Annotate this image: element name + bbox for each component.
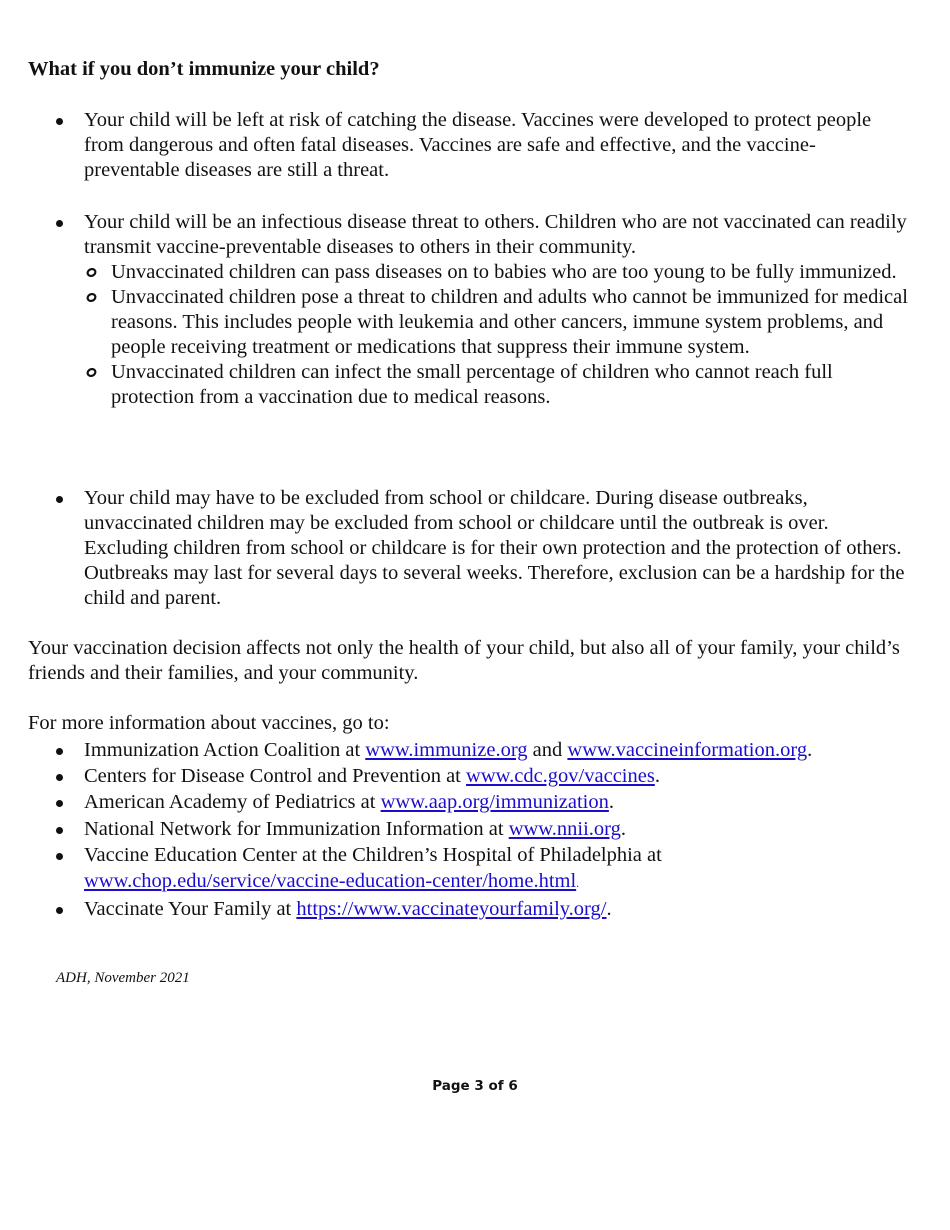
immunize-link[interactable]: www.immunize.org — [365, 739, 528, 761]
list-item — [28, 108, 908, 183]
resource-prefix: American Academy of Pediatrics at — [84, 791, 381, 814]
resource-suffix: . — [807, 739, 813, 761]
bullet-icon — [56, 118, 63, 125]
hollow-bullet-icon — [86, 292, 97, 303]
list-item — [28, 486, 908, 611]
sub-list-item — [84, 285, 908, 360]
sub-list-item — [84, 260, 908, 285]
footer-note: ADH, November 2021 — [56, 970, 190, 986]
hollow-bullet-icon — [86, 267, 97, 278]
sub-list — [84, 260, 908, 410]
hollow-bullet-icon — [86, 367, 97, 378]
resource-item — [28, 763, 913, 789]
section-heading: What if you don’t immunize your child? — [28, 58, 380, 80]
bullet-icon — [56, 774, 63, 781]
risk-text: Your child will be an infectious disease threat to others. Children who are not vaccinated can readily transmit vaccine-preventable diseases to others in their community. — [84, 211, 907, 258]
risk-list — [28, 486, 908, 611]
list-item — [28, 210, 908, 410]
risk-list — [28, 210, 908, 410]
bullet-icon — [56, 748, 63, 755]
resource-item — [28, 842, 913, 896]
resource-suffix: . — [654, 765, 660, 788]
chop-vaccine-center-link[interactable]: www.chop.edu/service/vaccine-education-center/home.html — [84, 870, 577, 893]
bullet-icon — [56, 907, 63, 914]
aap-immunization-link[interactable]: www.aap.org/immunization — [380, 791, 609, 814]
resource-prefix: Vaccinate Your Family at — [84, 898, 297, 921]
resource-suffix: . — [606, 898, 612, 921]
page-number: Page 3 of 6 — [432, 1078, 518, 1094]
bullet-icon — [56, 853, 63, 860]
resource-suffix: . — [608, 791, 615, 814]
vaccinate-your-family-link[interactable]: https://www.vaccinateyourfamily.org/ — [296, 898, 607, 921]
resource-list — [28, 737, 913, 922]
resource-suffix: . — [620, 817, 626, 840]
decision-paragraph: Your vaccination decision affects not only the health of your child, but also all of your family, your child’s friends and their families, and your community. — [28, 637, 900, 684]
sub-list-item — [84, 360, 908, 410]
cdc-vaccines-link[interactable]: www.cdc.gov/vaccines — [466, 765, 655, 788]
resource-item — [28, 816, 913, 842]
risk-text: Your child will be left at risk of catching the disease. Vaccines were developed to protect people from dangerous and often fatal diseases. Vaccines are safe and effective, and the vaccine-preventable diseases are still a threat. — [84, 109, 872, 181]
resource-prefix: Centers for Disease Control and Prevention at — [84, 765, 467, 788]
sub-item-text: Unvaccinated children can pass diseases on to babies who are too young to be fully immunized. — [111, 261, 897, 283]
sub-item-text: Unvaccinated children pose a threat to children and adults who cannot be immunized for medical reasons. This includes people with leukemia and other cancers, immune system problems, and people receiving treatment or medications that suppress their immune system. — [111, 286, 908, 358]
resource-prefix: National Network for Immunization Information at — [84, 817, 509, 840]
vaccineinformation-link[interactable]: www.vaccineinformation.org — [567, 739, 808, 761]
resource-item — [28, 896, 913, 922]
bullet-icon — [56, 827, 63, 834]
resources-intro: For more information about vaccines, go to: — [28, 712, 390, 734]
bullet-icon — [56, 800, 63, 807]
resource-suffix: . — [576, 876, 580, 891]
risk-text: Your child may have to be excluded from school or childcare. During disease outbreaks, unvaccinated children may be excluded from school or childcare until the outbreak is over. Excluding children from school or childcare is for their own protection and the protection of others. Outbreaks may last for several days to several weeks. Therefore, exclusion can be a hardship for the child and parent. — [84, 487, 905, 609]
resource-prefix: Vaccine Education Center at the Children’s Hospital of Philadelphia at — [84, 843, 662, 866]
resource-item — [28, 737, 913, 763]
risk-list — [28, 108, 908, 183]
bullet-icon — [56, 220, 63, 227]
resource-prefix: Immunization Action Coalition at — [84, 739, 366, 761]
bullet-icon — [56, 496, 63, 503]
nnii-link[interactable]: www.nnii.org — [508, 817, 621, 840]
resource-item — [28, 789, 913, 815]
sub-item-text: Unvaccinated children can infect the small percentage of children who cannot reach full protection from a vaccination due to medical reasons. — [111, 361, 833, 408]
resource-conjunction: and — [527, 739, 568, 761]
